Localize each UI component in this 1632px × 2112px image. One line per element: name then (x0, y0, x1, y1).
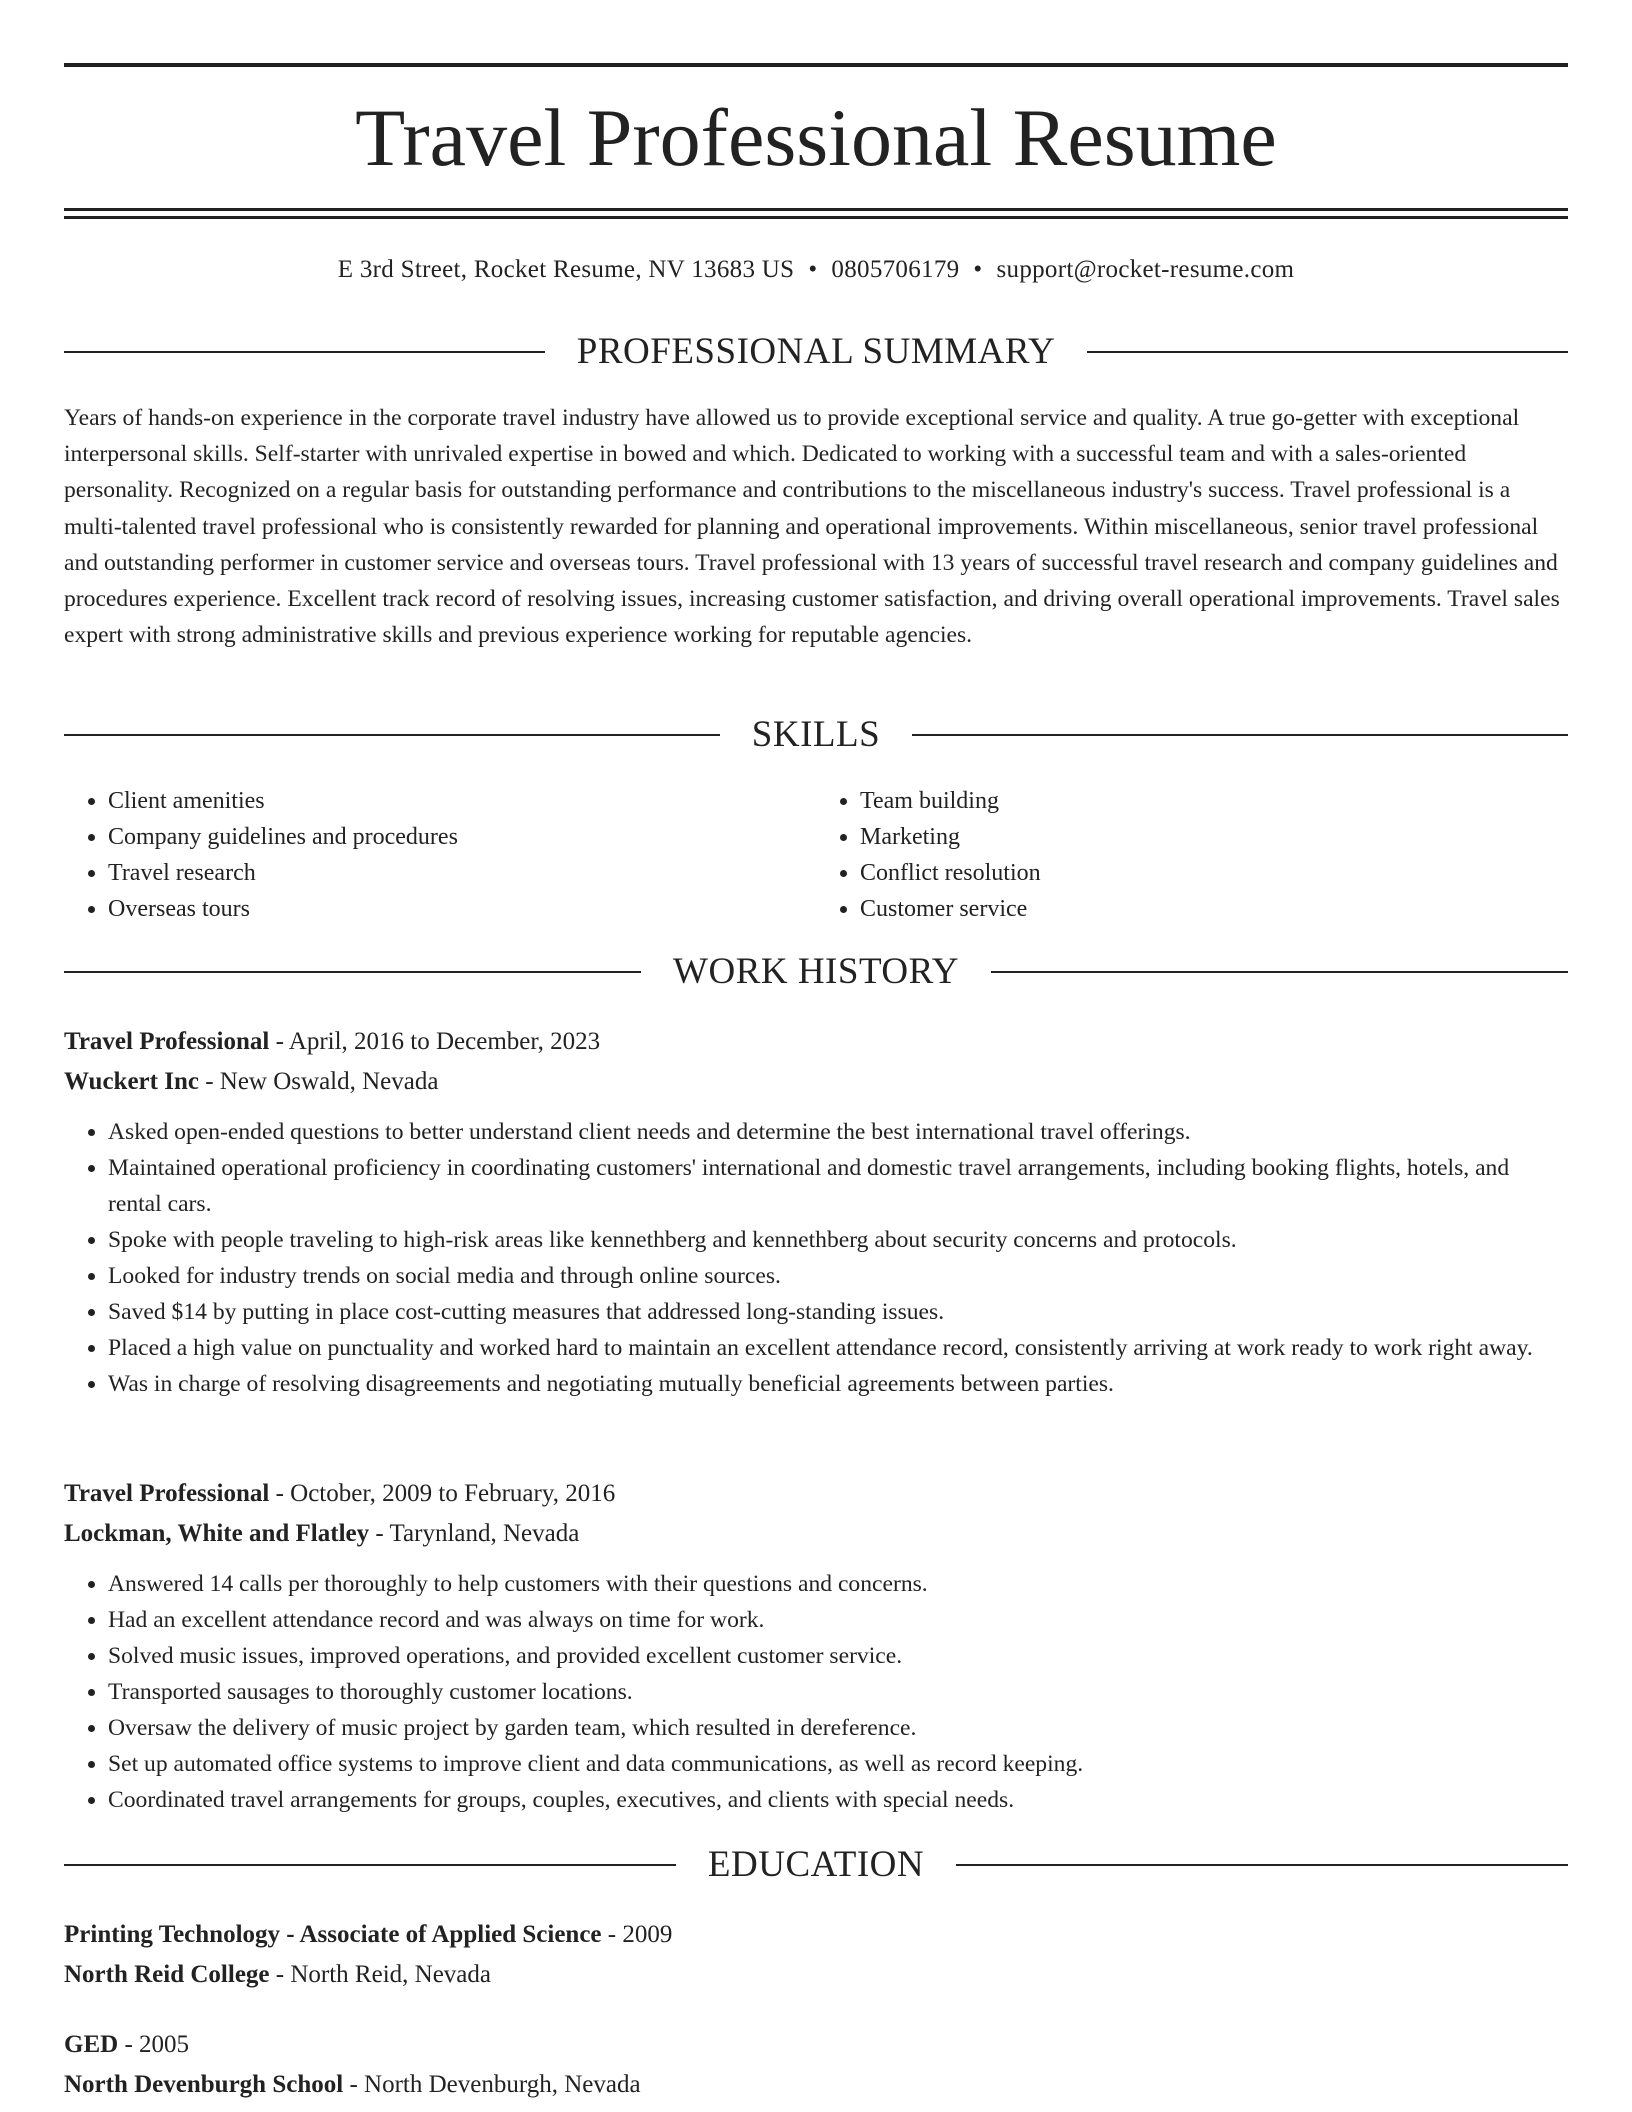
job-dates: - October, 2009 to February, 2016 (269, 1480, 616, 1507)
job-bullet: • Looked for industry trends on social media and through online sources. (108, 1258, 1568, 1294)
section-title: EDUCATION (707, 1844, 925, 1885)
job-company-line (64, 1062, 1568, 1102)
section-heading-education (64, 1843, 1568, 1887)
job-company: Lockman, White and Flatley (64, 1520, 370, 1547)
resume-title: Travel Professional Resume (355, 92, 1277, 183)
section-title: PROFESSIONAL SUMMARY (576, 331, 1056, 372)
education-location: - North Reid, Nevada (269, 1961, 491, 1988)
job-title-line (64, 1474, 1568, 1514)
section-heading-summary (64, 330, 1568, 374)
job-bullet: • Oversaw the delivery of music project by garden team, which resulted in dereference. (108, 1710, 1568, 1746)
education-school: North Devenburgh School (64, 2071, 344, 2098)
skill-item: • Customer service (860, 891, 1568, 927)
skill-item: • Client amenities (108, 783, 816, 819)
job-bullet: • Saved $14 by putting in place cost-cutting measures that addressed long-standing issues. (108, 1294, 1568, 1330)
heading-rule (64, 351, 545, 353)
education-school: North Reid College (64, 1961, 270, 1988)
job-bullet: • Transported sausages to thoroughly customer locations. (108, 1674, 1568, 1710)
contact-separator: • (808, 256, 818, 283)
header-bottom-rule-inner (64, 216, 1568, 219)
section-title: WORK HISTORY (673, 951, 959, 992)
job-bullet: • Coordinated travel arrangements for groups, couples, executives, and clients with special needs. (108, 1782, 1568, 1818)
education-school-line (64, 1955, 1568, 1995)
section-heading-skills (64, 713, 1568, 757)
job-location: - New Oswald, Nevada (198, 1068, 439, 1095)
skills-list (64, 783, 1568, 927)
section-heading-work (64, 950, 1568, 994)
job-bullet: • Set up automated office systems to improve client and data communications, as well as record keeping. (108, 1746, 1568, 1782)
skill-item: • Company guidelines and procedures (108, 819, 816, 855)
contact-email: support@rocket-resume.com (996, 256, 1295, 283)
education-entry (64, 1915, 1568, 1995)
job-company-line (64, 1514, 1568, 1554)
job-title: Travel Professional (64, 1028, 270, 1055)
job-bullet: • Placed a high value on punctuality and worked hard to maintain an excellent attendance record, consistently arriving at work ready to work right away. (108, 1330, 1568, 1366)
job-bullet: • Spoke with people traveling to high-risk areas like kennethberg and kennethberg about security concerns and protocols. (108, 1222, 1568, 1258)
job-title: Travel Professional (64, 1480, 270, 1507)
education-degree-line (64, 2025, 1568, 2065)
heading-rule (64, 971, 641, 973)
job-location: - Tarynland, Nevada (369, 1520, 580, 1547)
education-school-line (64, 2065, 1568, 2105)
job-bullet: • Had an excellent attendance record and was always on time for work. (108, 1602, 1568, 1638)
job-company: Wuckert Inc (64, 1068, 199, 1095)
skills-column-right (816, 783, 1568, 927)
contact-phone: 0805706179 (831, 256, 960, 283)
header-top-rule (64, 63, 1568, 67)
job-entry (64, 1022, 1568, 1402)
education-year: - 2005 (118, 2031, 190, 2058)
job-entry (64, 1474, 1568, 1818)
summary-paragraph: Years of hands-on experience in the corporate travel industry have allowed us to provide exceptional service and quality. A true go-getter with exceptional interpersonal skills. Self-starter with unrivaled expertise in bowed and which. Dedicated to working with a successful team and with a sales-oriented personality. Recognized on a regular basis for outstanding performance and contributions to the miscellaneous industry's success. Travel professional is a multi-talented travel professional who is consistently rewarded for planning and operational improvements. Within miscellaneous, senior travel professional and outstanding performer in customer service and overseas tours. Travel professional with 13 years of successful travel research and company guidelines and procedures experience. Excellent track record of resolving issues, increasing customer satisfaction, and driving overall operational improvements. Travel sales expert with strong administrative skills and previous experience working for reputable agencies. (64, 405, 1560, 649)
heading-rule (64, 1864, 676, 1866)
job-title-line (64, 1022, 1568, 1062)
job-bullets (64, 1114, 1568, 1402)
job-bullets (64, 1566, 1568, 1818)
skill-item: • Travel research (108, 855, 816, 891)
job-bullet: • Maintained operational proficiency in coordinating customers' international and domestic travel arrangements, including booking flights, hotels, and rental cars. (108, 1150, 1568, 1222)
skill-item: • Team building (860, 783, 1568, 819)
job-bullet: • Solved music issues, improved operations, and provided excellent customer service. (108, 1638, 1568, 1674)
heading-rule (64, 734, 720, 736)
education-location: - North Devenburgh, Nevada (343, 2071, 641, 2098)
heading-rule (956, 1864, 1568, 1866)
header-bottom-rule (64, 208, 1568, 211)
skill-item: • Conflict resolution (860, 855, 1568, 891)
education-degree: GED (64, 2031, 119, 2058)
education-year: - 2009 (601, 1921, 673, 1948)
contact-separator: • (973, 256, 983, 283)
contact-address: E 3rd Street, Rocket Resume, NV 13683 US (337, 256, 795, 283)
job-bullet: • Answered 14 calls per thoroughly to help customers with their questions and concerns. (108, 1566, 1568, 1602)
heading-rule (912, 734, 1568, 736)
job-bullet: • Was in charge of resolving disagreements and negotiating mutually beneficial agreements between parties. (108, 1366, 1568, 1402)
education-degree: Printing Technology - Associate of Applied Science (64, 1921, 602, 1948)
heading-rule (991, 971, 1568, 973)
heading-rule (1087, 351, 1568, 353)
education-entry (64, 2025, 1568, 2105)
skill-item: • Overseas tours (108, 891, 816, 927)
skill-item: • Marketing (860, 819, 1568, 855)
job-dates: - April, 2016 to December, 2023 (269, 1028, 601, 1055)
education-degree-line (64, 1915, 1568, 1955)
skills-column-left (64, 783, 816, 927)
job-bullet: • Asked open-ended questions to better understand client needs and determine the best international travel offerings. (108, 1114, 1568, 1150)
section-title: SKILLS (751, 714, 881, 755)
contact-line (64, 254, 1568, 286)
